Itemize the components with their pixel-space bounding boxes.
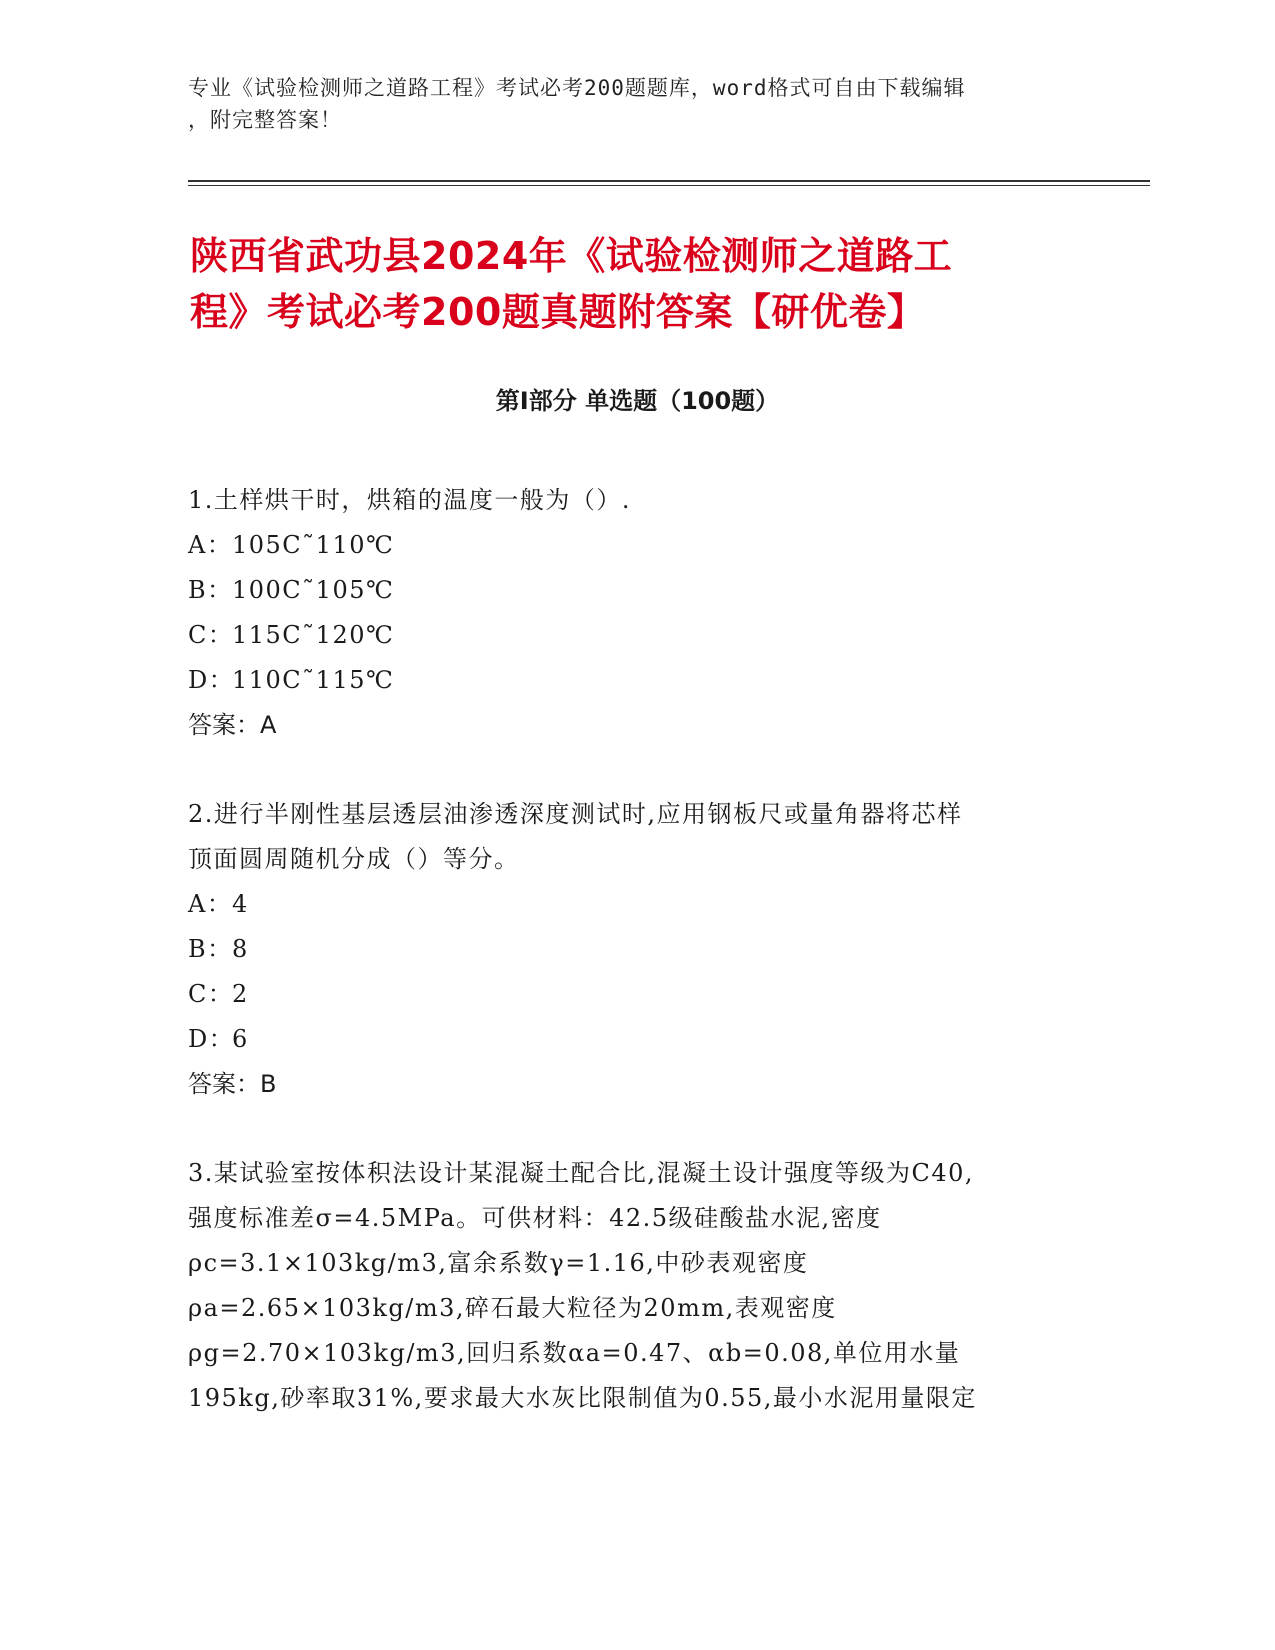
option-text: 4 [232,890,249,918]
question-list [188,478,1088,1465]
question-stem-line-3: ρc=3.1×103kg/m3,富余系数γ=1.16,中砂表观密度 [188,1249,809,1277]
option-a [188,523,1088,568]
header-divider-thin [188,185,1150,186]
question-stem-line-6: 195kg,砂率取31%,要求最大水灰比限制值为0.55,最小水泥用量限定 [188,1384,977,1412]
header-note [188,72,1088,136]
document-title [190,228,1090,340]
option-text: 2 [232,980,249,1008]
document-title-line-2: 程》考试必考200题真题附答案【研优卷】 [190,290,926,334]
question-stem-line-1: 3.某试验室按体积法设计某混凝土配合比,混凝土设计强度等级为C40, [188,1159,975,1187]
option-a [188,882,1088,927]
option-b [188,568,1088,613]
question-stem-line-2: 强度标准差σ=4.5MPa。可供材料：42.5级硅酸盐水泥,密度 [188,1204,882,1232]
option-key: C： [188,980,234,1008]
question-stem: 1.土样烘干时，烘箱的温度一般为（）. [188,486,632,514]
option-c [188,972,1088,1017]
answer-line: 答案：B [188,1070,277,1098]
document-title-line-1: 陕西省武功县2024年《试验检测师之道路工 [190,234,953,278]
option-key: D： [188,1025,235,1053]
question-3 [188,1151,1088,1421]
header-divider [188,180,1150,182]
option-b [188,927,1088,972]
answer-line: 答案：A [188,711,277,739]
question-stem-line-4: ρa=2.65×103kg/m3,碎石最大粒径为20mm,表观密度 [188,1294,837,1322]
option-c [188,613,1088,658]
option-text: 110C˜115℃ [232,666,395,694]
option-key: C： [188,621,234,649]
header-note-line-2: ，附完整答案！ [188,108,342,132]
question-stem-line-2: 顶面圆周随机分成（）等分。 [188,845,520,873]
question-1 [188,478,1088,748]
header-note-line-1: 专业《试验检测师之道路工程》考试必考200题题库，word格式可自由下载编辑 [188,76,966,100]
question-2 [188,792,1088,1107]
option-d [188,658,1088,703]
option-text: 115C˜120℃ [232,621,395,649]
option-key: B： [188,935,233,963]
option-d [188,1017,1088,1062]
question-stem-line-5: ρg=2.70×103kg/m3,回归系数αa=0.47、αb=0.08,单位用水量 [188,1339,961,1367]
option-key: D： [188,666,235,694]
option-text: 8 [232,935,249,963]
question-stem-line-1: 2.进行半刚性基层透层油渗透深度测试时,应用钢板尺或量角器将芯样 [188,800,963,828]
option-key: A： [188,890,233,918]
option-key: B： [188,576,233,604]
section-title: 第I部分 单选题（100题） [495,387,780,415]
option-text: 6 [232,1025,249,1053]
option-text: 105C˜110℃ [232,531,395,559]
option-key: A： [188,531,233,559]
option-text: 100C˜105℃ [232,576,395,604]
